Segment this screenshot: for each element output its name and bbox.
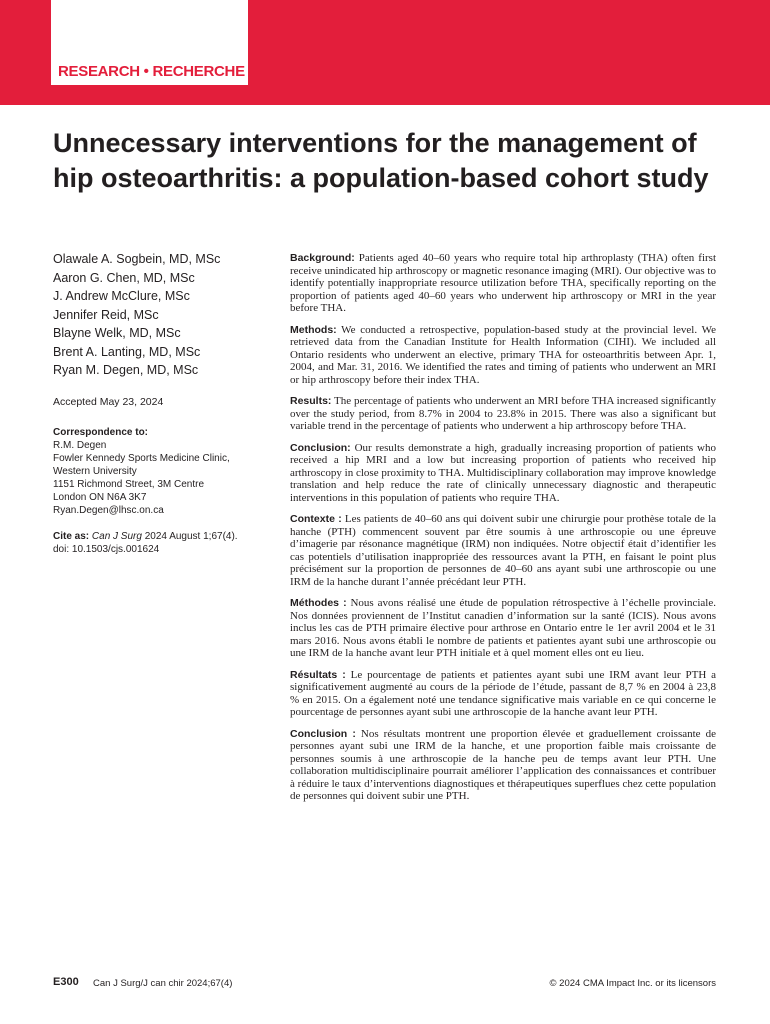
citation — [53, 530, 278, 556]
author-name: Brent A. Lanting, MD, MSc — [53, 344, 201, 359]
abstract-conclusion-fr — [290, 728, 716, 803]
accepted-date: Accepted May 23, 2024 — [53, 395, 164, 408]
author-list — [53, 250, 278, 380]
abstract-resultats — [290, 669, 716, 719]
section-text: Nos résultats montrent une proportion élevée et graduellement croissante de personnes ayant subi une IRM de la hanche, et une proportion faible mais croissante de personnes soumis à une arthroscopie de la hanche peu de temps avant leur PTH. Une collaboration multidisciplinaire pourrait améliorer l’application des connaissances et contribuer à réduire le taux d’interventions diagnostiques et thérapeutiques superflues chez cette population de personnes qui doivent subir une PTH. — [290, 727, 716, 802]
correspondence-line: Fowler Kennedy Sports Medicine Clinic, — [53, 452, 230, 464]
author-name: Ryan M. Degen, MD, MSc — [53, 363, 199, 377]
section-heading: Conclusion: — [290, 441, 351, 454]
author-name: Jennifer Reid, MSc — [53, 307, 159, 322]
section-heading: Résultats : — [290, 668, 346, 681]
section-heading: Background: — [290, 252, 355, 264]
abstract-results — [290, 395, 716, 433]
section-heading: Contexte : — [290, 513, 342, 525]
section-text: We conducted a retrospective, population-based study at the provincial level. We retrieved data from the Canadian Institute for Health Information (CIHI). We included all Ontario residents who underwent an elective, primary THA for osteoarthritis between Apr. 1, 2004, and Mar. 31, 2016. We identified the rates and timing of patients who underwent an MRI or hip arthroscopy before their index THA. — [290, 323, 716, 386]
abstract-contexte — [290, 513, 716, 588]
section-heading: Méthodes : — [290, 597, 347, 609]
correspondence-line: R.M. Degen — [53, 439, 107, 451]
author-name: Blayne Welk, MD, MSc — [53, 326, 181, 340]
citation-journal: Can J Surg — [91, 530, 142, 542]
citation-details: 2024 August 1;67(4). — [141, 530, 238, 542]
correspondence-line: Western University — [53, 465, 137, 477]
correspondence-line: London ON N6A 3K7 — [53, 491, 147, 503]
author-name: J. Andrew McClure, MSc — [53, 289, 190, 303]
abstract-background — [290, 252, 716, 315]
section-text: Our results demonstrate a high, gradually increasing proportion of patients who received a hip MRI and a low but increasing proportion of patients who received hip arthroscopy in close proximity to THA. Multidisciplinary collaboration may improve knowledge translation and help reduce the rate of clinically unnecessary diagnostic and therapeutic interventions in this population of patients who require THA. — [290, 441, 716, 504]
correspondence-line: 1151 Richmond Street, 3M Centre — [53, 478, 205, 490]
section-text: Les patients de 40–60 ans qui doivent subir une chirurgie pour prothèse totale de la hanche (PTH) commencent souvent par être soumis à une arthroscopie ou une épreuve d’imagerie par résonance magnétique (IRM) non indiquées. Notre objectif était d’identifier les cas potentiels d’utilisation inappropriée des ressources avant la PTH, en faisant le point plus précisément sur la proportion de personnes de 40–60 ans ayant subi une arthroscopie ou une IRM de la hanche durant l’année précédant leur PTH. — [290, 513, 717, 588]
section-text: Patients aged 40–60 years who require total hip arthroplasty (THA) often first receive unindicated hip arthroscopy or magnetic resonance imaging (MRI). Our objective was to identify potentially inappropriate resource utilization before THA, specifically reporting on the proportion of patients aged 40–60 years who underwent hip arthroscopy or MRI in the year before THA. — [290, 252, 716, 314]
section-heading: Methods: — [290, 323, 337, 336]
section-text: Nous avons réalisé une étude de population rétrospective à l’échelle provinciale. Nos données proviennent de l’Institut canadien d’information sur la santé (ICIS). Nous avons inclus les cas de PTH primaire élective pour arthrose en Ontario entre le 1er avril 2004 et le 31 mars 2016. Nous avons établi le nombre de patients et patientes ayant subi une arthroscopie ou une IRM de la hanche avant leur PTH initiale et à quel moment elles ont eu lieu. — [290, 597, 716, 659]
section-heading: Conclusion : — [290, 727, 356, 740]
citation-doi[interactable]: doi: 10.1503/cjs.001624 — [53, 543, 160, 555]
author-name: Olawale A. Sogbein, MD, MSc — [53, 252, 221, 266]
abstract — [290, 252, 716, 812]
section-text: The percentage of patients who underwent an MRI before THA increased significantly over the study period, from 8.7% in 2004 to 23.8% in 2015. There was also a significant but variable trend in the percentage of patients who underwent a hip arthroscopy before THA. — [290, 395, 716, 432]
footer-journal: Can J Surg/J can chir 2024;67(4) — [93, 978, 233, 989]
section-tag: RESEARCH • RECHERCHE — [58, 63, 245, 80]
correspondence-heading: Correspondence to: — [53, 426, 149, 438]
page-number: E300 — [53, 976, 79, 988]
abstract-methodes — [290, 597, 716, 660]
correspondence-email[interactable]: Ryan.Degen@lhsc.on.ca — [53, 504, 164, 516]
abstract-methods — [290, 324, 716, 387]
citation-label: Cite as: — [53, 530, 90, 542]
author-sidebar — [53, 250, 278, 556]
abstract-conclusion — [290, 442, 716, 505]
author-name: Aaron G. Chen, MD, MSc — [53, 270, 195, 285]
correspondence-address — [53, 439, 278, 517]
section-text: Le pourcentage de patients et patientes ayant subi une IRM avant leur PTH a significativement augmenté au cours de la période de l’étude, passant de 8,7 % en 2004 à 23,8 % en 2015. On a également noté une tendance significative mais variable en ce qui concerne le pourcentage de personnes ayant subi une arthroscopie de la hanche avant leur PTH. — [290, 668, 716, 718]
footer-copyright: © 2024 CMA Impact Inc. or its licensors — [549, 978, 716, 989]
article-title: Unnecessary interventions for the management of hip osteoarthritis: a population-based cohort study — [53, 128, 709, 193]
section-heading: Results: — [290, 395, 332, 407]
